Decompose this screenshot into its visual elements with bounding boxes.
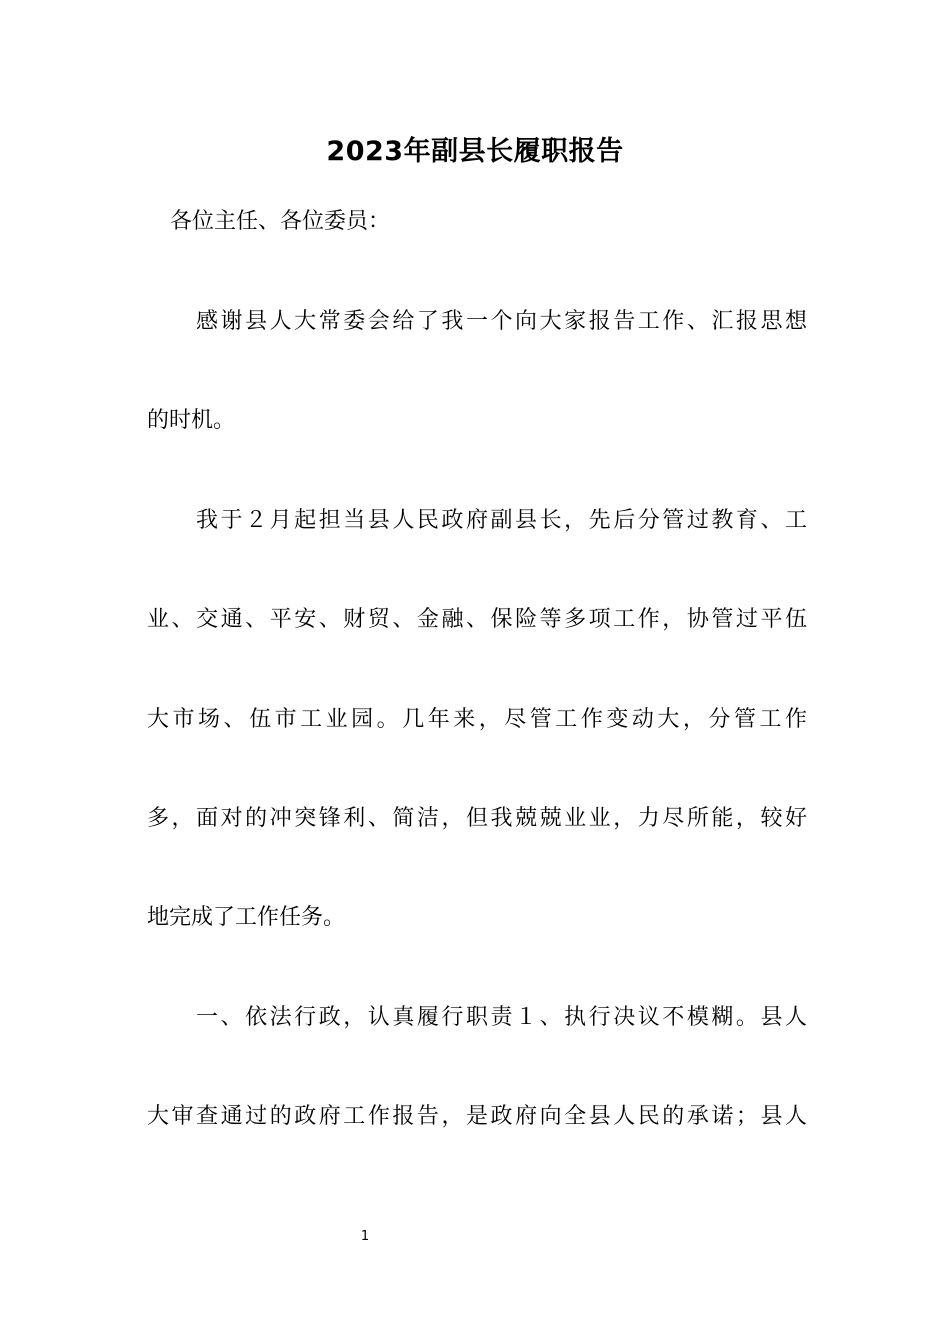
body-line-5: 大市场、伍市工业园。几年来，尽管工作变动大，分管工作: [147, 707, 807, 732]
body-line-9: 大审查通过的政府工作报告，是政府向全县人民的承诺；县人: [147, 1104, 807, 1129]
body-line-6: 多，面对的冲突锋利、简洁，但我兢兢业业，力尽所能，较好: [147, 806, 807, 831]
body-line-7: 地完成了工作任务。: [147, 905, 346, 930]
body-line-3: 我于２月起担当县人民政府副县长，先后分管过教育、工: [196, 508, 807, 533]
body-line-1: 感谢县人大常委会给了我一个向大家报告工作、汇报思想: [196, 309, 807, 334]
body-line-8: 一、依法行政，认真履行职责１、执行决议不模糊。县人: [196, 1005, 807, 1030]
salutation-line: 各位主任、各位委员：: [170, 209, 391, 234]
document-title: 2023年副县长履职报告: [326, 136, 624, 167]
body-line-4: 业、交通、平安、财贸、金融、保险等多项工作，协管过平伍: [147, 607, 807, 632]
page-number: 1: [360, 1229, 370, 1244]
body-line-2: 的时机。: [147, 408, 236, 433]
